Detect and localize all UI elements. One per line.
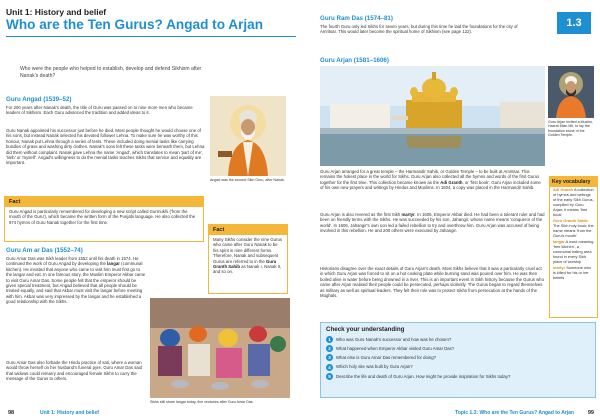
arjan-para-2 [320, 212, 545, 234]
question-text: Describe the life and death of Guru Arjan. How might he provide inspiration for Sikhs today? [336, 373, 511, 379]
golden-temple-image [320, 66, 545, 166]
main-title: Who are the Ten Gurus? Angad to Arjan [6, 17, 264, 32]
footer-left [0, 409, 300, 419]
amar-das-para-1 [6, 256, 146, 305]
fact-box-heading: Fact [5, 197, 203, 207]
fact-box-nine-gurus [208, 224, 288, 294]
vocab-term: martyr [553, 265, 566, 271]
vocab-list [550, 187, 597, 282]
angad-para-2: Guru Nanak appointed his successor just before he died. Most people thought he would choose one of his sons, but instead Nanak selected his devoted follower Lehna. To make sure he was worthy of this honour, Nanak put Lehna through a series of tests. These included doing menial tasks like carrying bundles of grass and washing dirty clothes. Nanak's sons felt these tasks were beneath them, but Lehna did them without complaint. Nanak gave Lehna the name 'Angad', which translates to mean 'part of me', 'limb' or 'myself'. Angad's willingness to do the menial tasks teaches Sikhs that service and equality are important. [6, 128, 205, 166]
question-text: What happened when Emperor Akbar visited Guru Amar Das? [336, 345, 455, 351]
question-number-badge: 4 [326, 364, 333, 371]
intro-question: Who were the people who helped to establish, develop and defend Sikhism after Nanak's death? [20, 66, 202, 79]
fact-box-heading: Fact [209, 225, 287, 235]
unit-title: Unit 1: History and belief [6, 7, 107, 17]
footer-unit-text: Unit 1: History and belief [40, 410, 99, 416]
topic-number: 1.3 [566, 17, 582, 29]
fact-text-a: Many Sikhs consider the nine Gurus who came after Guru Nanak to be his spirit in nine different forms. Therefore, Nanak and subsequent Gurus are referred to in the [213, 237, 283, 264]
vocab-term: Guru Granth Sahib [553, 217, 588, 223]
vocab-term: Adi Granth [553, 187, 574, 192]
vocab-term: langar [553, 239, 565, 245]
question-text: Who was Guru Nanak's successor and how was he chosen? [336, 336, 452, 342]
angad-portrait-image [210, 96, 286, 176]
arjan-para-1a: Guru Arjan arranged for a great temple – the Harmandir Sahib, or Golden Temple – to be built at Amritsar. This remains the holiest place in the world for Sikhs. Guru Arjan also collected all the hymns and words of the first Gurus together for the first time. This collection became known as the [320, 169, 540, 185]
arjan-para-1b: , or 'first book'. Guru Arjan included some of his own new prayers and writings by Hindus and Muslims. In 1604, a copy was placed in the Harmandir Sahib. [320, 179, 541, 191]
vocab-heading: Key vocabulary [550, 177, 597, 187]
guru-arjan-portrait-image [548, 66, 594, 118]
angad-para-1: For 200 years after Nanak's death, the title of Guru was passed on to nine more men who became leaders of Sikhism. Each Guru advanced the tradition and added ideas to it. [6, 105, 193, 116]
ram-das-heading: Guru Ram Das (1574–81) [320, 15, 393, 22]
question-number-badge: 2 [326, 345, 333, 352]
fact-box-text: Guru Angad is particularly remembered for developing a new script called Gurmukhi ('from the mouth of the Guru'), which became the written form of the Punjabi language. He also collected the 974 hymns of Guru Nanak together for the first time. [9, 209, 196, 225]
footer-right [300, 409, 600, 419]
angad-caption: Angad was the second Sikh Guru, after Nanak. [210, 178, 285, 182]
question-text: What else is Guru Amar Das remembered for doing? [336, 355, 437, 361]
arjan-para-3: Historians disagree over the exact details of Guru Arjan's death. Most Sikhs believe that it was a particularly cruel act in which Guru Arjan was forced to sit on a hot cooking plate while burning sand was poured over him. He was then boiled alive in water before being drowned in a river. This is an important event in Sikh history because the Gurus who came after Arjan realised their people could be persecuted, perhaps violently. The Gurus began to regard themselves as military as well as spiritual leaders. They felt their role was to protect Sikhs from persecution at the hands of the Mughals. [320, 266, 544, 299]
ram-das-text: The fourth Guru only led Sikhs for seven years, but during this time he laid the foundations for the city of Amritsar. This would later become the spiritual home of Sikhism (see page 122). [320, 24, 518, 35]
title-divider [6, 36, 296, 37]
question-number-badge: 3 [326, 354, 333, 361]
vocab-item [553, 266, 594, 281]
vocab-item [553, 219, 594, 239]
check-item [326, 336, 590, 343]
keyword-guru-granth-sahib: Guru Granth Sahib [213, 258, 277, 270]
vocab-item [553, 188, 594, 217]
check-item [326, 364, 590, 371]
check-understanding-box [320, 322, 596, 398]
langar-photo-image [150, 298, 290, 398]
check-heading: Check your understanding [326, 326, 405, 333]
question-number-badge: 5 [326, 373, 333, 380]
arjan-para-1 [320, 169, 545, 191]
page-number-right: 99 [587, 410, 594, 416]
keyword-martyr: martyr [401, 212, 415, 217]
arjan-caption: Guru Arjan invited a Muslim, Hazrat Mian Mir, to lay the foundation stone of the Golden Temple. [548, 120, 593, 137]
topic-badge [557, 12, 591, 34]
arjan-para-2b: . In 1605, Emperor Akbar died. He had been a tolerant ruler and had been on friendly terms with the Sikhs. He was succeeded by his son, Jahangir, whose name means 'conqueror of the world'. In 1606, Jahangir's own son led a failed rebellion to try and overthrow him. Guru Arjan was accused of being involved in this rebellion. He and 200 others were executed by Jahangir. [320, 212, 545, 234]
footer-topic-text: Topic 1.3: Who are the Ten Gurus? Angad to Arjan [455, 410, 574, 416]
page-number-left: 98 [8, 410, 15, 416]
fact-box-text [209, 235, 287, 277]
check-item [326, 354, 590, 361]
key-vocabulary-box [549, 176, 598, 318]
angad-heading: Guru Angad (1539–52) [6, 96, 72, 103]
arjan-para-2a: Guru Arjan is also revered as the first Sikh [320, 212, 402, 217]
amar-das-heading: Guru Am ar Das (1552–74) [6, 247, 83, 254]
vocab-def: A collection of hymns and writings of the early Sikh Gurus, compiled by Guru Arjan; it means 'first book' [553, 187, 594, 217]
fact-box-gurmukhi [4, 196, 204, 242]
fact-text-b: as Nanak I, Nanak II, and so on. [213, 264, 282, 275]
keyword-adi-granth: Adi Granth [440, 179, 463, 185]
question-number-badge: 1 [326, 336, 333, 343]
keyword-langar: langar [107, 261, 120, 267]
amar-das-para-1a: Guru Amar Das was Sikh leader from 1552 until his death in 1574. He continued the work of Guru Angad by developing the [6, 256, 139, 267]
question-text: Which holy site was built by Guru Arjan? [336, 364, 413, 370]
amar-das-para-2: Guru Amar Das also forbade the Hindu practice of sati, where a woman would throw herself on her husband's funeral pyre. Guru Amar Das said that widows could remarry and encouraged female Sikhs to carry the message of the Gurus to others. [6, 360, 143, 382]
vocab-def: A word meaning 'free kitchen', a communal eating area found in every Sikh place of worship [553, 239, 594, 264]
vocab-item [553, 240, 594, 265]
langar-caption: Sikhs still share langar today, five centuries after Guru Amar Das. [150, 400, 254, 404]
amar-das-para-1b: (communal kitchen). He insisted that anyone who came to visit him must first go to the langar and eat. In one famous story, the Muslim Emperor Akbar came to visit Guru Amar Das. Some people felt that the emperor should be given special treatment, but Angad believed that all people should be treated equally, and said that Akbar must visit the langar before meeting with him. Akbar was very impressed by the langar and he established a good relationship with the Sikhs. [6, 261, 146, 305]
arjan-heading: Guru Arjan (1581–1606) [320, 57, 389, 64]
check-item [326, 373, 590, 380]
vocab-def: The Sikh holy book; the name means 'from the Guru's mouth' [553, 222, 594, 238]
check-item [326, 345, 590, 352]
vocab-def: Someone who is killed for his or her beliefs [553, 265, 592, 280]
